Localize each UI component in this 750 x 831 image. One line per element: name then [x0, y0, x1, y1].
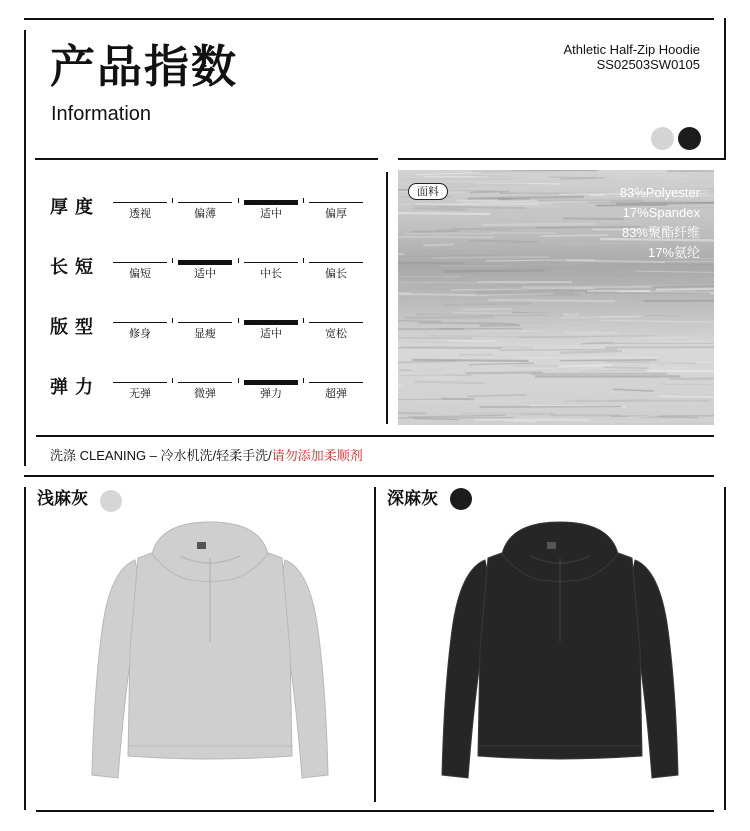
fabric-fiber: [405, 317, 495, 318]
page-subtitle: Information: [51, 103, 152, 125]
colors-divider: [374, 487, 376, 802]
divider-right: [398, 158, 724, 160]
fabric-fiber: [613, 389, 654, 391]
fabric-fiber: [398, 361, 457, 363]
bottom-border: [36, 810, 714, 812]
fabric-fiber: [647, 371, 714, 372]
fabric-fiber: [514, 194, 548, 195]
option-separator: [303, 318, 304, 323]
fabric-fiber: [398, 255, 504, 257]
fabric-fiber: [656, 288, 714, 290]
fabric-fiber: [519, 264, 580, 265]
color-swatch-light: [651, 127, 674, 150]
option-separator: [238, 198, 239, 203]
option-bar: [113, 382, 167, 383]
option-bar: [309, 382, 363, 383]
hoodie-image-light: [80, 520, 340, 800]
option-bar: [244, 320, 298, 325]
fabric-fiber: [654, 423, 714, 424]
fabric-fiber: [414, 382, 485, 384]
fabric-fiber: [398, 412, 426, 413]
fabric-fiber: [560, 351, 622, 353]
cleaning-text: 洗涤 CLEANING – 冷水机洗/轻柔手洗/: [50, 448, 272, 463]
option-separator: [303, 198, 304, 203]
option-separator: [303, 378, 304, 383]
fabric-fiber: [444, 270, 545, 271]
option-separator: [172, 258, 173, 263]
option-bar: [178, 382, 232, 383]
fabric-fiber: [415, 204, 540, 205]
fabric-fiber: [462, 309, 510, 310]
option-separator: [172, 318, 173, 323]
fabric-fiber: [661, 405, 702, 406]
option-separator: [238, 258, 239, 263]
fabric-fiber: [413, 360, 529, 361]
divider-left: [35, 158, 378, 160]
option-label: 修身: [129, 327, 151, 340]
option-bar: [309, 322, 363, 323]
option-bar: [309, 202, 363, 203]
index-row-label: 版型: [50, 317, 100, 338]
option-separator: [238, 318, 239, 323]
fabric-fiber: [475, 292, 574, 293]
color-name-dark: 深麻灰: [387, 489, 438, 509]
left-border-bottom: [24, 487, 26, 810]
hoodie-image-dark: [430, 520, 690, 800]
option-label: 透视: [129, 207, 151, 220]
fabric-swatch-image: [398, 170, 714, 425]
option-label: 超弹: [325, 387, 347, 400]
option-bar: [244, 380, 298, 385]
option-label: 偏厚: [325, 207, 347, 220]
fabric-fiber: [431, 257, 549, 258]
product-name: Athletic Half-Zip Hoodie: [563, 42, 700, 57]
option-separator: [172, 378, 173, 383]
fabric-fiber: [620, 263, 710, 265]
hoodie-logo: [547, 542, 556, 549]
color-dot-light: [100, 490, 122, 512]
fabric-fiber: [489, 300, 615, 301]
option-label: 偏长: [325, 267, 347, 280]
hoodie-logo: [197, 542, 206, 549]
fabric-fiber: [521, 413, 555, 414]
fabric-fiber: [559, 365, 612, 366]
fabric-fiber: [398, 338, 472, 339]
option-label: 适中: [260, 207, 282, 220]
option-separator: [172, 198, 173, 203]
fabric-fiber: [659, 384, 714, 385]
fabric-fiber: [419, 378, 458, 379]
fabric-fiber: [442, 304, 531, 305]
right-border-bottom: [724, 487, 726, 810]
cleaning-bottom-line: [24, 475, 714, 477]
option-bar: [178, 260, 232, 265]
option-label: 中长: [260, 267, 282, 280]
option-bar: [178, 322, 232, 323]
fabric-fiber: [585, 292, 710, 293]
fabric-fiber: [563, 218, 624, 219]
fabric-fiber: [499, 349, 617, 350]
option-label: 适中: [194, 267, 216, 280]
fabric-fiber: [411, 342, 465, 343]
fabric-tag: 面料: [408, 183, 448, 200]
fabric-fiber: [398, 285, 422, 286]
fabric-fiber: [652, 341, 704, 343]
composition-line: 83%Polyester: [619, 185, 700, 200]
fabric-fiber: [588, 275, 667, 276]
composition-line: 17%氨纶: [647, 245, 700, 260]
fabric-fiber: [419, 323, 515, 324]
composition-line: 17%Spandex: [622, 205, 700, 220]
fabric-fiber: [398, 282, 529, 283]
index-row-label: 长短: [50, 257, 100, 278]
fabric-fiber: [423, 244, 454, 245]
fabric-fiber: [610, 416, 714, 417]
index-row-label: 厚度: [50, 197, 100, 218]
option-bar: [113, 202, 167, 203]
option-label: 适中: [260, 327, 282, 340]
fabric-fiber: [398, 348, 501, 349]
fabric-fiber: [469, 240, 538, 242]
option-bar: [113, 262, 167, 263]
fabric-fiber: [633, 337, 691, 338]
fabric-fiber: [398, 320, 442, 321]
option-separator: [303, 258, 304, 263]
fabric-fiber: [414, 419, 459, 420]
fabric-fiber: [667, 170, 714, 171]
option-label: 宽松: [325, 327, 347, 340]
fabric-fiber: [582, 370, 645, 371]
color-name-light: 浅麻灰: [37, 489, 88, 509]
fabric-fiber: [649, 367, 689, 368]
fabric-fiber: [398, 369, 411, 371]
fabric-fiber: [606, 174, 687, 175]
page-title: 产品指数: [50, 40, 239, 93]
index-fabric-divider: [386, 172, 388, 424]
fabric-fiber: [411, 231, 459, 232]
fabric-fiber: [565, 332, 618, 333]
fabric-fiber: [634, 271, 714, 273]
top-border: [24, 18, 714, 20]
fabric-fiber: [655, 334, 696, 335]
option-bar: [178, 202, 232, 203]
option-label: 弹力: [260, 387, 282, 400]
fabric-fiber: [658, 396, 714, 397]
fabric-fiber: [398, 237, 494, 238]
cleaning-top-line: [36, 435, 714, 437]
cleaning-warning: 请勿添加柔顺剂: [271, 448, 363, 463]
option-label: 微弹: [194, 387, 216, 400]
option-separator: [238, 378, 239, 383]
fabric-fiber: [398, 213, 490, 214]
left-border-top: [24, 30, 26, 466]
fabric-fiber: [414, 208, 467, 210]
fabric-fiber: [482, 224, 594, 225]
fabric-fiber: [407, 415, 505, 417]
fabric-fiber: [467, 395, 527, 397]
option-bar: [244, 262, 298, 263]
index-row-label: 弹力: [50, 377, 100, 398]
fabric-fiber: [594, 420, 714, 422]
right-border-top: [724, 18, 726, 160]
option-label: 偏薄: [194, 207, 216, 220]
fabric-fiber: [398, 179, 517, 180]
option-label: 显瘦: [194, 327, 216, 340]
fabric-fiber: [546, 345, 581, 347]
fabric-fiber: [497, 285, 559, 286]
option-bar: [309, 262, 363, 263]
fabric-fiber: [416, 173, 481, 175]
fabric-fiber: [600, 320, 714, 322]
composition-line: 83%聚酯纤维: [621, 225, 700, 240]
option-bar: [113, 322, 167, 323]
fabric-fiber: [398, 386, 401, 387]
fabric-fiber: [640, 417, 697, 418]
product-sku: SS02503SW0105: [596, 57, 700, 72]
color-swatch-dark: [678, 127, 701, 150]
color-dot-dark: [450, 488, 472, 510]
fabric-composition: [620, 183, 700, 263]
fabric-fiber: [416, 314, 547, 315]
option-label: 偏短: [129, 267, 151, 280]
option-label: 无弹: [129, 387, 151, 400]
fabric-fiber: [670, 378, 714, 379]
option-bar: [244, 200, 298, 205]
product-info: [563, 42, 700, 72]
cleaning-instructions: [50, 448, 363, 464]
